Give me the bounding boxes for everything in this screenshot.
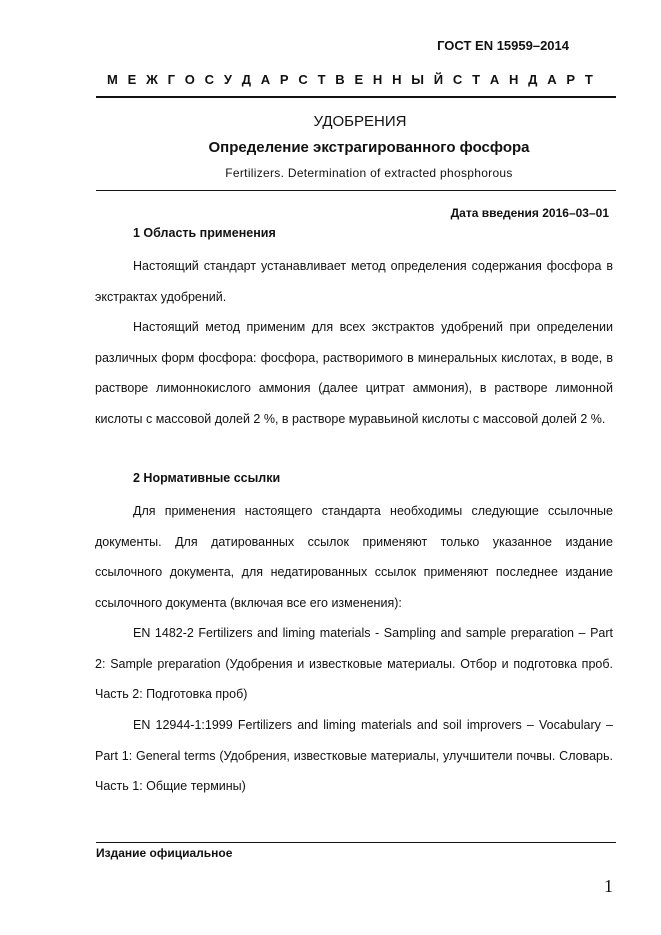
document-title: УДОБРЕНИЯ	[313, 113, 407, 130]
section-1-paragraph-2: Настоящий метод применим для всех экстрактов удобрений при определении различных форм фосфора: фосфора, растворимого в минеральных кислотах, в воде, в растворе лимоннокислого аммония (далее цитрат аммония), в растворе лимонной кислоты с массовой долей 2 %, в растворе муравьиной кислоты с массовой долей 2 %.	[95, 320, 613, 426]
title-divider	[96, 190, 616, 191]
english-title: Fertilizers. Determination of extracted phosphorous	[225, 166, 513, 180]
document-subtitle: Определение экстрагированного фосфора	[208, 139, 530, 156]
section-2-paragraph-1: Для применения настоящего стандарта необходимы следующие ссылочные документы. Для датированных ссылок применяют только указанное издание ссылочного документа, для недатированных ссылок применяют последнее издание ссылочного документа (включая все его изменения):	[95, 504, 613, 610]
official-edition-label: Издание официальное	[96, 846, 233, 860]
section-1-heading: 1 Область применения	[133, 226, 276, 240]
interstate-standard-caption: М Е Ж Г О С У Д А Р С Т В Е Н Н Ы Й С Т А Н Д А Р Т	[107, 72, 593, 87]
header-divider	[96, 96, 616, 98]
normative-reference-1: EN 1482-2 Fertilizers and liming materials - Sampling and sample preparation – Part 2: Sample preparation (Удобрения и известковые материалы. Отбор и подготовка проб. Часть 2: Подготовка проб)	[95, 626, 613, 701]
footer-divider	[96, 842, 616, 843]
introduction-date: Дата введения 2016–03–01	[450, 206, 609, 220]
normative-reference-2: EN 12944-1:1999 Fertilizers and liming materials and soil improvers – Vocabulary – Part 1: General terms (Удобрения, известковые материалы, улучшители почвы. Словарь. Часть 1: Общие термины)	[95, 718, 613, 793]
page-number: 1	[604, 876, 613, 896]
section-2-heading: 2 Нормативные ссылки	[133, 471, 281, 485]
section-1-paragraph-1: Настоящий стандарт устанавливает метод определения содержания фосфора в экстрактах удобрений.	[95, 259, 613, 304]
standard-code: ГОСТ EN 15959–2014	[437, 38, 569, 53]
